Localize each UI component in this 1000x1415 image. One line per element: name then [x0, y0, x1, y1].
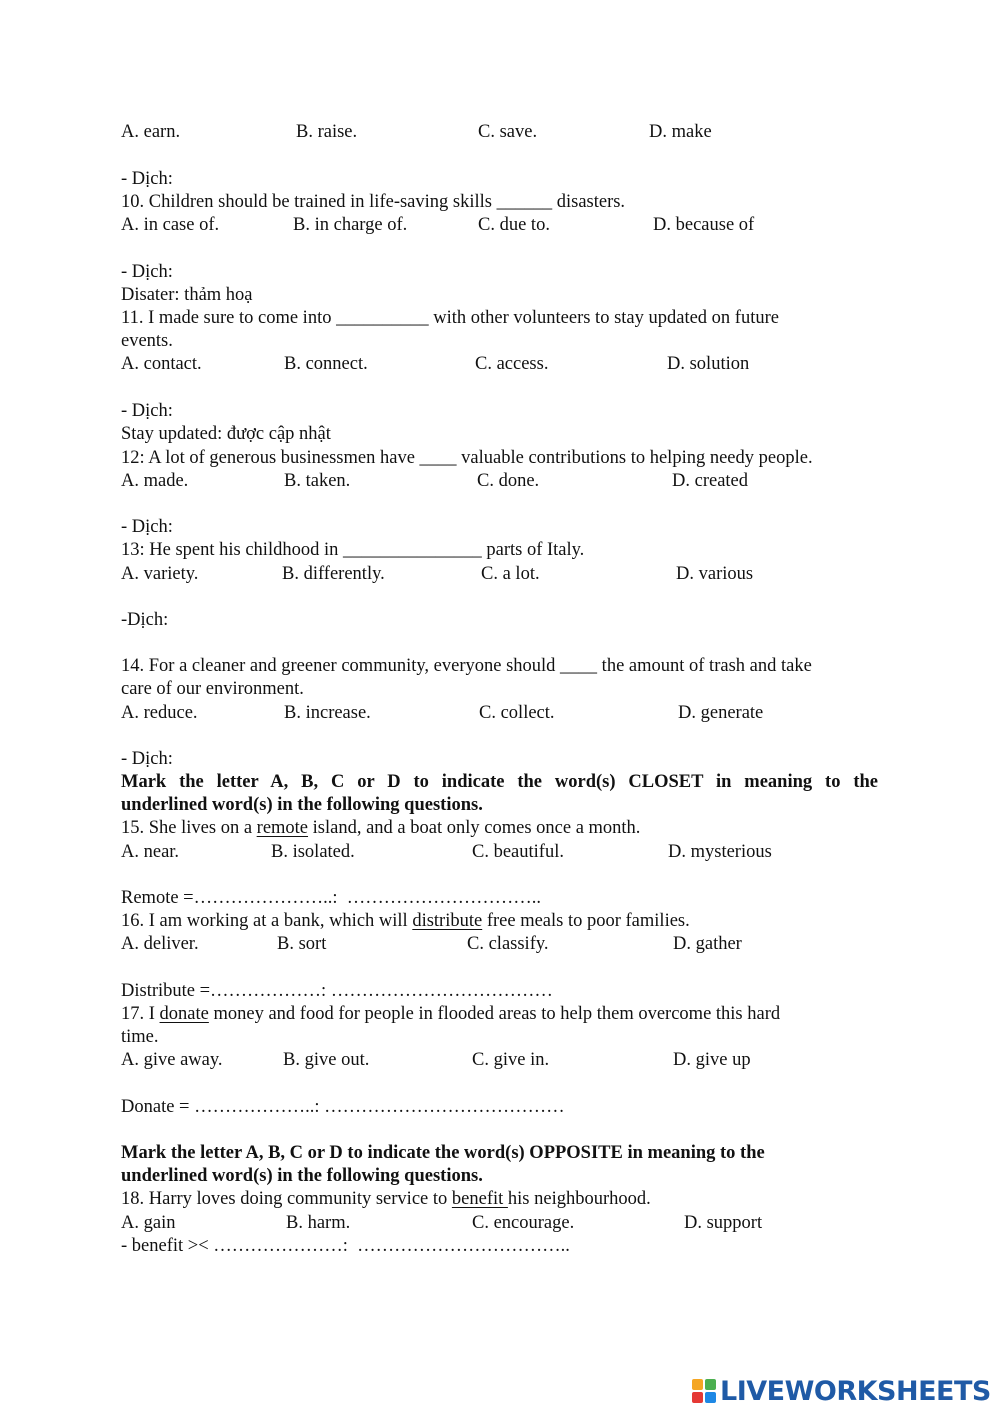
q10-stem: 10. Children should be trained in life-saving skills ______ disasters.: [121, 192, 626, 212]
q13-translation-label: -Dịch:: [121, 610, 169, 630]
liveworksheets-logo: [692, 1376, 991, 1406]
q14-option-a: A. reduce.: [121, 703, 198, 723]
q14-option-d: D. generate: [678, 703, 764, 723]
q9-option-d: D. make: [649, 122, 712, 142]
q9-translation-label: - Dịch:: [121, 169, 173, 189]
q17-option-c: C. give in.: [472, 1050, 550, 1070]
q16-stem-pre: 16. I am working at a bank, which will: [121, 911, 413, 931]
section-closest-heading-line1: Mark the letter A, B, C or D to indicate the word(s) CLOSET in meaning to the: [121, 772, 878, 792]
q18-stem-pre: 18. Harry loves doing community service to: [121, 1189, 452, 1209]
q14-stem-line2: care of our environment.: [121, 679, 304, 699]
q15-underlined-word: remote: [256, 818, 309, 838]
q18-underlined-word: benefit: [451, 1189, 508, 1209]
q9-option-b: B. raise.: [296, 122, 358, 142]
q12-option-d: D. created: [672, 471, 749, 491]
q17-option-b: B. give out.: [283, 1050, 370, 1070]
q18-option-b: B. harm.: [286, 1213, 351, 1233]
q12-translation-label: - Dịch:: [121, 517, 173, 537]
q18-option-c: C. encourage.: [472, 1213, 575, 1233]
q11-gloss: Stay updated: được cập nhật: [121, 424, 331, 444]
q11-stem-line1: 11. I made sure to come into __________ with other volunteers to stay updated on future: [121, 308, 779, 328]
q14-option-b: B. increase.: [284, 703, 371, 723]
q13-option-d: D. various: [676, 564, 754, 584]
q11-option-c: C. access.: [475, 354, 549, 374]
q15-stem-pre: 15. She lives on a: [121, 818, 257, 838]
q14-stem-line1: 14. For a cleaner and greener community, everyone should ____ the amount of trash and take: [121, 656, 812, 676]
q18-stem: [121, 1188, 651, 1211]
q16-option-b: B. sort: [277, 934, 327, 954]
q16-option-d: D. gather: [673, 934, 742, 954]
q13-option-a: A. variety.: [121, 564, 199, 584]
q13-option-b: B. differently.: [282, 564, 385, 584]
section-closest-heading-line2: underlined word(s) in the following questions.: [121, 795, 483, 815]
q15-answer-blank: Remote =…………………..: …………………………..: [121, 888, 541, 908]
q17-answer-blank: Donate = ………………..: …………………………………: [121, 1097, 565, 1117]
q17-stem-pre: 17. I: [121, 1004, 160, 1024]
q16-underlined-word: distribute: [412, 911, 483, 931]
q15-option-d: D. mysterious: [668, 842, 772, 862]
q11-option-a: A. contact.: [121, 354, 202, 374]
q11-option-b: B. connect.: [284, 354, 368, 374]
q16-stem-post: free meals to poor families.: [482, 911, 690, 931]
q15-option-c: C. beautiful.: [472, 842, 564, 862]
liveworksheets-logo-icon: [692, 1379, 716, 1403]
section-opposite-heading-line2: underlined word(s) in the following questions.: [121, 1166, 483, 1186]
q17-stem-line2: time.: [121, 1027, 159, 1047]
q9-option-a: A. earn.: [121, 122, 181, 142]
q10-gloss: Disater: thảm hoạ: [121, 285, 253, 305]
q11-translation-label: - Dịch:: [121, 401, 173, 421]
q15-stem-post: island, and a boat only comes once a month.: [308, 818, 641, 838]
q10-translation-label: - Dịch:: [121, 262, 173, 282]
q12-stem: 12: A lot of generous businessmen have ____ valuable contributions to helping needy people.: [121, 448, 813, 468]
q13-option-c: C. a lot.: [481, 564, 540, 584]
q14-translation-label: - Dịch:: [121, 749, 173, 769]
q16-stem: [121, 910, 690, 933]
q18-option-d: D. support: [684, 1213, 763, 1233]
liveworksheets-wordmark: LIVEWORKSHEETS: [720, 1375, 991, 1407]
q11-option-d: D. solution: [667, 354, 750, 374]
q16-answer-blank: Distribute =………………: ………………………………: [121, 981, 553, 1001]
q11-stem-line2: events.: [121, 331, 173, 351]
q13-stem: 13: He spent his childhood in _______________ parts of Italy.: [121, 540, 585, 560]
q15-stem: [121, 817, 640, 840]
q17-option-a: A. give away.: [121, 1050, 223, 1070]
q15-option-b: B. isolated.: [271, 842, 355, 862]
q17-stem-post: money and food for people in flooded areas to help them overcome this hard: [208, 1004, 781, 1024]
q16-option-c: C. classify.: [467, 934, 549, 954]
q14-option-c: C. collect.: [479, 703, 555, 723]
q17-stem-line1: [121, 1003, 780, 1026]
q10-option-c: C. due to.: [478, 215, 550, 235]
q10-option-b: B. in charge of.: [293, 215, 408, 235]
q12-option-b: B. taken.: [284, 471, 351, 491]
q12-option-a: A. made.: [121, 471, 189, 491]
q17-underlined-word: donate: [159, 1004, 209, 1024]
section-opposite-heading-line1: Mark the letter A, B, C or D to indicate the word(s) OPPOSITE in meaning to the: [121, 1143, 765, 1163]
q9-option-c: C. save.: [478, 122, 538, 142]
q15-option-a: A. near.: [121, 842, 180, 862]
q10-option-a: A. in case of.: [121, 215, 220, 235]
q10-option-d: D. because of: [653, 215, 755, 235]
q17-option-d: D. give up: [673, 1050, 751, 1070]
q16-option-a: A. deliver.: [121, 934, 199, 954]
q18-answer-blank: - benefit >< …………………: ……………………………..: [121, 1236, 570, 1256]
q18-stem-post: his neighbourhood.: [507, 1189, 651, 1209]
q18-option-a: A. gain: [121, 1213, 176, 1233]
q12-option-c: C. done.: [477, 471, 540, 491]
